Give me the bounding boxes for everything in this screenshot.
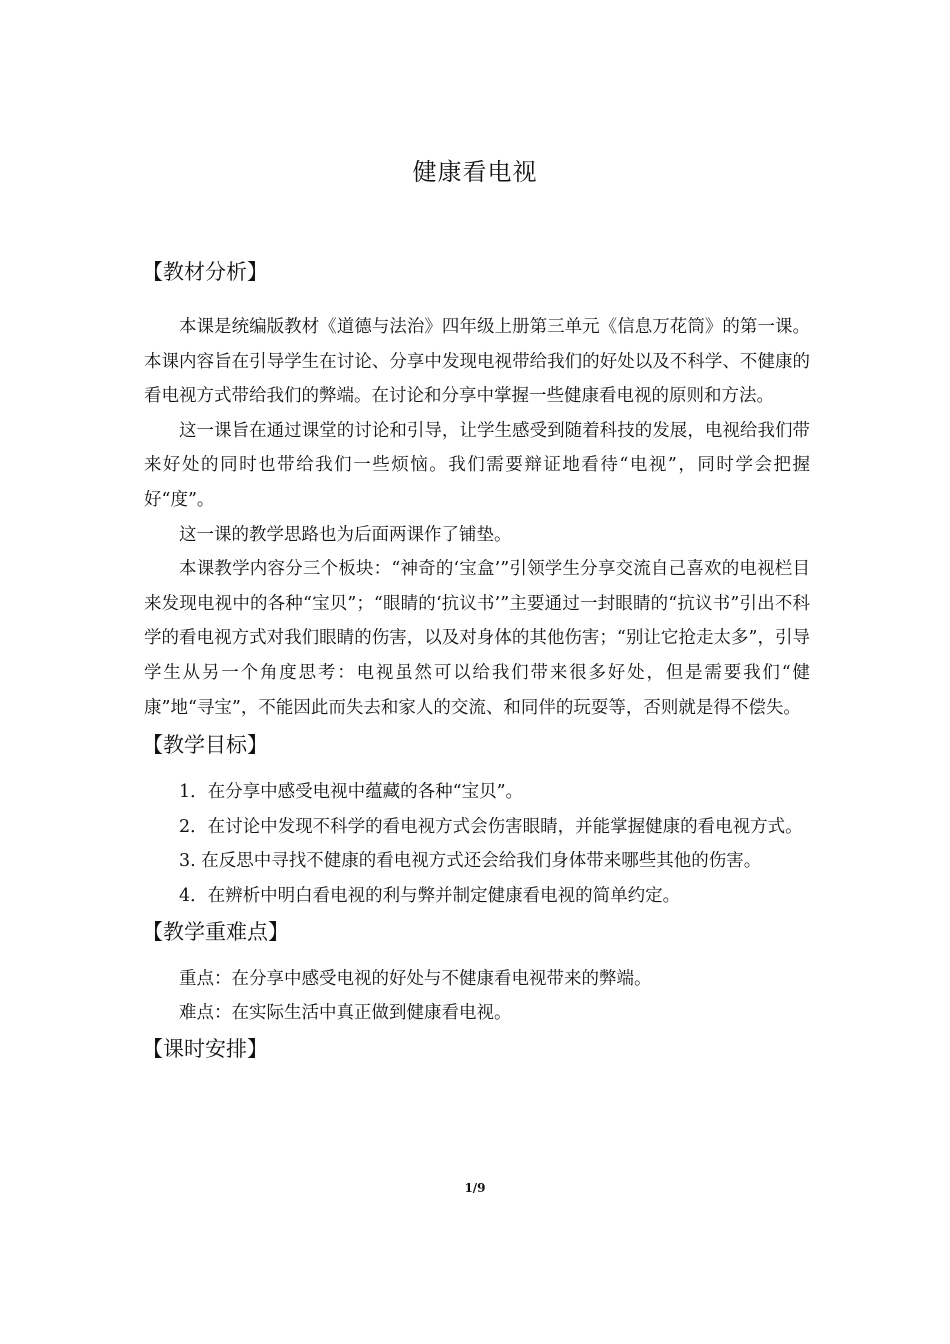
section-heading-schedule: 【课时安排】 [142, 1036, 268, 1061]
goal-item: 3. 在反思中寻找不健康的看电视方式还会给我们身体带来哪些其他的伤害。 [179, 851, 762, 872]
goal-item: 2．在讨论中发现不科学的看电视方式会伤害眼睛，并能掌握健康的看电视方式。 [179, 816, 803, 837]
analysis-paragraph: 本课教学内容分三个板块：“神奇的‘宝盒’”引领学生分享交流自己喜欢的电视栏目来发现电视中的各种“宝贝”；“眼睛的‘抗议书’”主要通过一封眼睛的“抗议书”引出不科学的看电视方式对我们眼睛的伤害，以及对身体的其他伤害；“别让它抢走太多”，引导学生从另一个角度思考：电视虽然可以给我们带来很多好处，但是需要我们“健康”地“寻宝”，不能因此而失去和家人的交流、和同伴的玩耍等，否则就是得不偿失。 [144, 559, 810, 718]
analysis-paragraph: 本课是统编版教材《道德与法治》四年级上册第三单元《信息万花筒》的第一课。本课内容旨在引导学生在讨论、分享中发现电视带给我们的好处以及不科学、不健康的看电视方式带给我们的弊端。在讨论和分享中掌握一些健康看电视的原则和方法。 [144, 317, 810, 407]
keypoint-item: 重点：在分享中感受电视的好处与不健康看电视带来的弊端。 [179, 968, 652, 989]
goal-item: 4．在辨析中明白看电视的利与弊并制定健康看电视的简单约定。 [179, 885, 681, 906]
document-body [144, 256, 810, 1065]
page-number: 1/9 [464, 1181, 486, 1195]
analysis-paragraph: 这一课旨在通过课堂的讨论和引导，让学生感受到随着科技的发展，电视给我们带来好处的同时也带给我们一些烦恼。我们需要辩证地看待“电视”，同时学会把握好“度”。 [144, 420, 810, 510]
keypoint-item: 难点：在实际生活中真正做到健康看电视。 [179, 1003, 512, 1024]
goal-item: 1．在分享中感受电视中蕴藏的各种“宝贝”。 [179, 782, 524, 803]
section-heading-goals: 【教学目标】 [142, 733, 268, 758]
section-heading-analysis: 【教材分析】 [142, 260, 268, 284]
analysis-paragraph: 这一课的教学思路也为后面两课作了铺垫。 [179, 524, 512, 545]
page-title: 健康看电视 [412, 158, 538, 186]
section-heading-keypoints: 【教学重难点】 [142, 919, 289, 944]
